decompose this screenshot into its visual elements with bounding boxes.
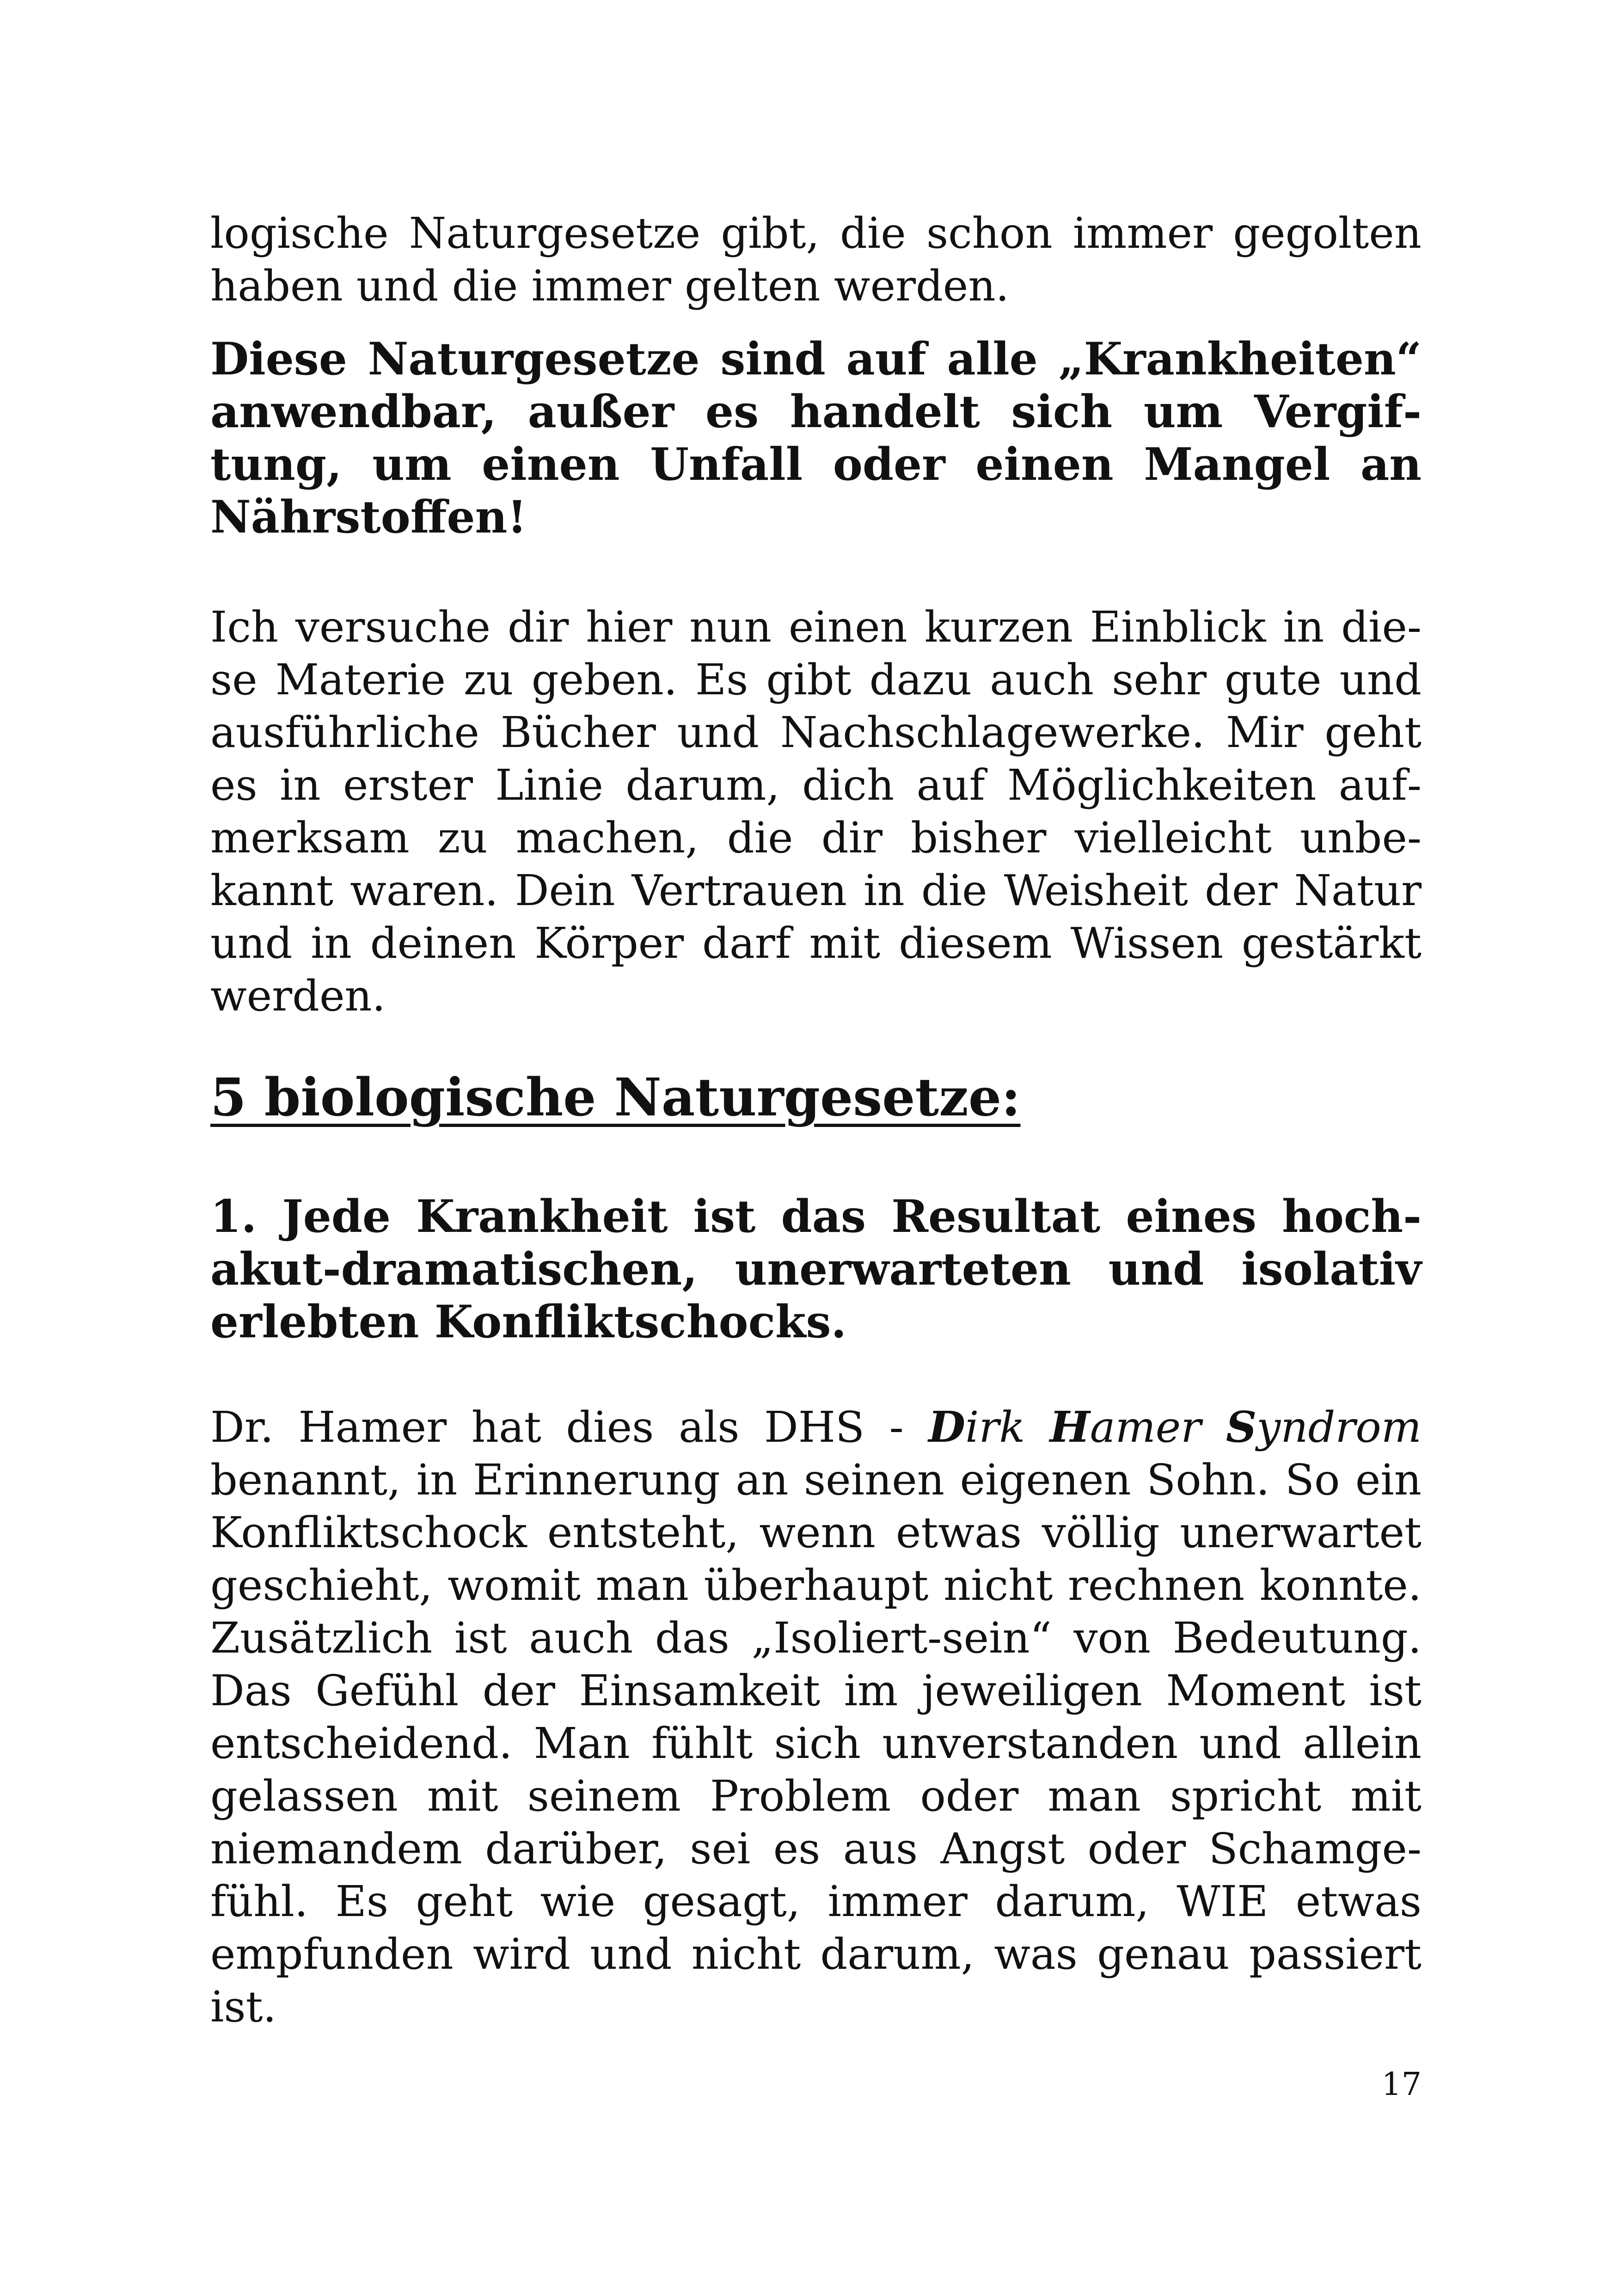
bold-statement-paragraph: Diese Naturgesetze sind auf alle „Krankheiten“ anwendbar, außer es handelt sich um Vergiftung, um einen Unfall oder einen Mangel an Nährstoffen! (210, 333, 1422, 543)
law-1-statement: 1. Jede Krankheit ist das Resultat eines hochakut-dramatischen, unerwarteten und isolativ erlebten Konfliktschocks. (210, 1190, 1422, 1348)
intro-continuation-paragraph: logische Naturgesetze gibt, die schon immer gegolten haben und die immer gelten werden. (210, 208, 1422, 311)
dhs-term-h-initial: H (1049, 1402, 1090, 1452)
dhs-paragraph (210, 1401, 1422, 2033)
section-heading: 5 biologische Naturgesetze: (210, 1067, 1021, 1128)
page-number: 17 (1381, 2066, 1422, 2103)
dhs-term-d-rest: irk (965, 1402, 1050, 1452)
dhs-prefix: Dr. Hamer hat dies als DHS - (210, 1402, 929, 1452)
dhs-term-h-rest: amer (1090, 1402, 1226, 1452)
dhs-term-s-initial: S (1226, 1402, 1257, 1452)
dhs-body: benannt, in Erinnerung an seinen eigenen Sohn. So ein Konfliktschock entsteht, wenn etwas völlig unerwartet geschieht, womit man überhaupt nicht rechnen konnte. Zusätzlich ist auch das „Isoliert-sein“ von Bedeutung. Das Gefühl der Einsamkeit im jeweiligen Moment ist entscheidend. Man fühlt sich unverstanden und allein gelassen mit seinem Problem oder man spricht mit niemandem darüber, sei es aus Angst oder Schamgefühl. Es geht wie gesagt, immer darum, WIE etwas empfunden wird und nicht darum, was genau passiert ist. (210, 1455, 1422, 2032)
dhs-term-d-initial: D (928, 1402, 966, 1452)
insight-paragraph: Ich versuche dir hier nun einen kurzen Einblick in diese Materie zu geben. Es gibt dazu auch sehr gute und ausführliche Bücher und Nachschlagewerke. Mir geht es in erster Linie darum, dich auf Möglichkeiten aufmerksam zu machen, die dir bisher vielleicht unbekannt waren. Dein Vertrauen in die Weisheit der Natur und in deinen Körper darf mit diesem Wissen gestärkt werden. (210, 602, 1422, 1021)
dhs-term-s-rest: yndrom (1256, 1402, 1422, 1452)
